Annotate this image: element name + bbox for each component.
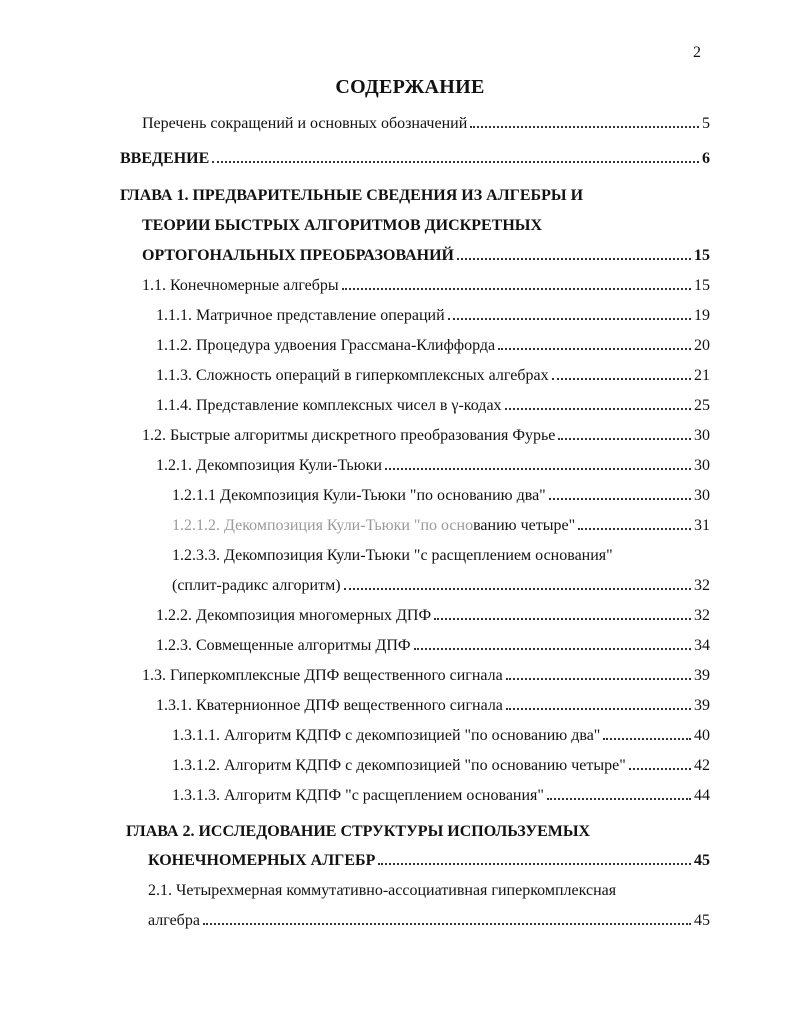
toc-entry-1-1-4[interactable] — [156, 397, 710, 415]
toc-entry-abbreviations[interactable] — [142, 115, 710, 133]
toc-entry-1-3-1-1[interactable] — [172, 727, 710, 745]
toc-entry-label: 1.1.4. Представление комплексных чисел в γ-кодах — [156, 397, 502, 414]
dot-leader — [434, 618, 691, 620]
toc-entry-1-1-1[interactable] — [156, 307, 710, 325]
dot-leader — [457, 258, 691, 260]
dot-leader — [549, 498, 691, 500]
page-number: 2 — [693, 44, 701, 61]
toc-entry-2-1[interactable] — [148, 912, 710, 930]
toc-entry-label: алгебра — [148, 912, 200, 929]
toc-page-number: 19 — [694, 307, 710, 324]
toc-entry-label: 1.1. Конечномерные алгебры — [142, 277, 339, 294]
toc-entry-label-tail: ванию четыре" — [473, 517, 576, 534]
toc-page-number: 30 — [694, 487, 710, 504]
toc-page-number: 15 — [694, 277, 710, 294]
dot-leader — [212, 161, 699, 163]
toc-entry-label: ОРТОГОНАЛЬНЫХ ПРЕОБРАЗОВАНИЙ — [142, 247, 454, 264]
toc-page-number: 21 — [694, 367, 710, 384]
toc-entry-label: 1.1.1. Матричное представление операций — [156, 307, 445, 324]
toc-page-number: 25 — [694, 397, 710, 414]
toc-entry-1-2-2[interactable] — [156, 607, 710, 625]
toc-entry-label: 1.1.3. Сложность операций в гиперкомплексных алгебрах — [156, 367, 549, 384]
dot-leader — [506, 708, 691, 710]
toc-entry-label: 1.2.3. Совмещенные алгоритмы ДПФ — [156, 637, 411, 654]
toc-page-number: 30 — [694, 427, 710, 444]
dot-leader — [498, 348, 691, 350]
toc-entry-1-3-1-2[interactable] — [172, 757, 710, 775]
toc-entry-label: КОНЕЧНОМЕРНЫХ АЛГЕБР — [148, 852, 376, 869]
dot-leader — [414, 648, 691, 650]
toc-entry-1-2-1-1[interactable] — [172, 487, 710, 505]
toc-entry-label: 1.2.2. Декомпозиция многомерных ДПФ — [156, 607, 432, 624]
toc-page-number: 39 — [694, 667, 710, 684]
toc-entry-1-1[interactable] — [142, 277, 710, 295]
toc-entry-label: 1.3.1.1. Алгоритм КДПФ с декомпозицией "по основанию два" — [172, 727, 601, 744]
toc-page-number: 15 — [694, 247, 710, 264]
dot-leader — [629, 768, 691, 770]
toc-entry-1-1-2[interactable] — [156, 337, 710, 355]
toc-entry-label: 1.1.2. Процедура удвоения Грассмана-Клиффорда — [156, 337, 496, 354]
toc-page-number: 32 — [694, 607, 710, 624]
toc-chapter-2-line-1[interactable]: ГЛАВА 2. ИССЛЕДОВАНИЕ СТРУКТУРЫ ИСПОЛЬЗУЕМЫХ — [126, 823, 591, 840]
toc-entry-label: 1.3.1.3. Алгоритм КДПФ "с расщеплением основания" — [172, 787, 544, 804]
toc-chapter-1-line-1[interactable]: ГЛАВА 1. ПРЕДВАРИТЕЛЬНЫЕ СВЕДЕНИЯ ИЗ АЛГЕБРЫ И — [120, 187, 584, 204]
toc-page-number: 45 — [694, 852, 710, 869]
toc-entry-1-3[interactable] — [142, 667, 710, 685]
toc-chapter-1-line-2[interactable]: ТЕОРИИ БЫСТРЫХ АЛГОРИТМОВ ДИСКРЕТНЫХ — [142, 217, 543, 234]
toc-entry-label: 1.2.1. Декомпозиция Кули-Тьюки — [156, 457, 382, 474]
toc-entry-chapter-2[interactable] — [148, 852, 710, 870]
toc-page-number: 45 — [694, 912, 710, 929]
dot-leader — [378, 863, 691, 865]
toc-page-number: 5 — [702, 115, 710, 132]
toc-entry-1-2-1[interactable] — [156, 457, 710, 475]
toc-entry-1-3-1[interactable] — [156, 697, 710, 715]
dot-leader — [558, 438, 691, 440]
toc-entry-1-1-3[interactable] — [156, 367, 710, 385]
dot-leader — [203, 923, 691, 925]
dot-leader — [448, 318, 691, 320]
dot-leader — [578, 528, 691, 530]
dot-leader — [470, 126, 699, 128]
toc-entry-label — [172, 517, 575, 535]
page-title: СОДЕРЖАНИЕ — [335, 76, 485, 98]
toc-page-number: 20 — [694, 337, 710, 354]
toc-page-number: 39 — [694, 697, 710, 714]
toc-entry-2-1-line-1[interactable]: 2.1. Четырехмерная коммутативно-ассоциативная гиперкомплексная — [148, 882, 617, 899]
dot-leader — [344, 588, 691, 590]
toc-entry-label: Перечень сокращений и основных обозначений — [142, 115, 468, 132]
toc-entry-label: 1.3. Гиперкомплексные ДПФ вещественного сигнала — [142, 667, 503, 684]
dot-leader — [547, 798, 691, 800]
toc-page-number: 34 — [694, 637, 710, 654]
dot-leader — [506, 678, 691, 680]
toc-page-number: 30 — [694, 457, 710, 474]
faded-text: 1.2.1.2. Декомпозиция Кули-Тьюки "по осно — [172, 517, 474, 534]
toc-entry-1-2-3[interactable] — [156, 637, 710, 655]
toc-entry-label: 1.2. Быстрые алгоритмы дискретного преобразования Фурье — [142, 427, 556, 444]
toc-page-number: 40 — [694, 727, 710, 744]
toc-entry-chapter-1[interactable] — [142, 247, 710, 265]
toc-page-number: 42 — [694, 757, 710, 774]
dot-leader — [385, 468, 691, 470]
toc-entry-1-3-1-3[interactable] — [172, 787, 710, 805]
toc-entry-label: 1.3.1. Кватернионное ДПФ вещественного сигнала — [156, 697, 503, 714]
dot-leader — [342, 288, 691, 290]
dot-leader — [505, 408, 691, 410]
toc-entry-label: 1.3.1.2. Алгоритм КДПФ с декомпозицией "по основанию четыре" — [172, 757, 626, 774]
toc-entry-label: 1.2.1.1 Декомпозиция Кули-Тьюки "по основанию два" — [172, 487, 546, 504]
toc-entry-label: ВВЕДЕНИЕ — [120, 150, 210, 167]
toc-entry-label: (сплит-радикс алгоритм) — [172, 577, 341, 594]
toc-page-number: 6 — [702, 150, 710, 167]
toc-page-number: 44 — [694, 787, 710, 804]
toc-entry-introduction[interactable] — [120, 150, 710, 168]
toc-entry-1-2-3-3[interactable] — [172, 577, 710, 595]
toc-entry-1-2-3-3-line-1[interactable]: 1.2.3.3. Декомпозиция Кули-Тьюки "с расщеплением основания" — [172, 547, 613, 564]
toc-entry-1-2[interactable] — [142, 427, 710, 445]
toc-entry-1-2-1-2[interactable] — [172, 517, 710, 535]
toc-page-number: 32 — [694, 577, 710, 594]
dot-leader — [603, 738, 691, 740]
dot-leader — [552, 378, 691, 380]
toc-page-number: 31 — [694, 517, 710, 534]
